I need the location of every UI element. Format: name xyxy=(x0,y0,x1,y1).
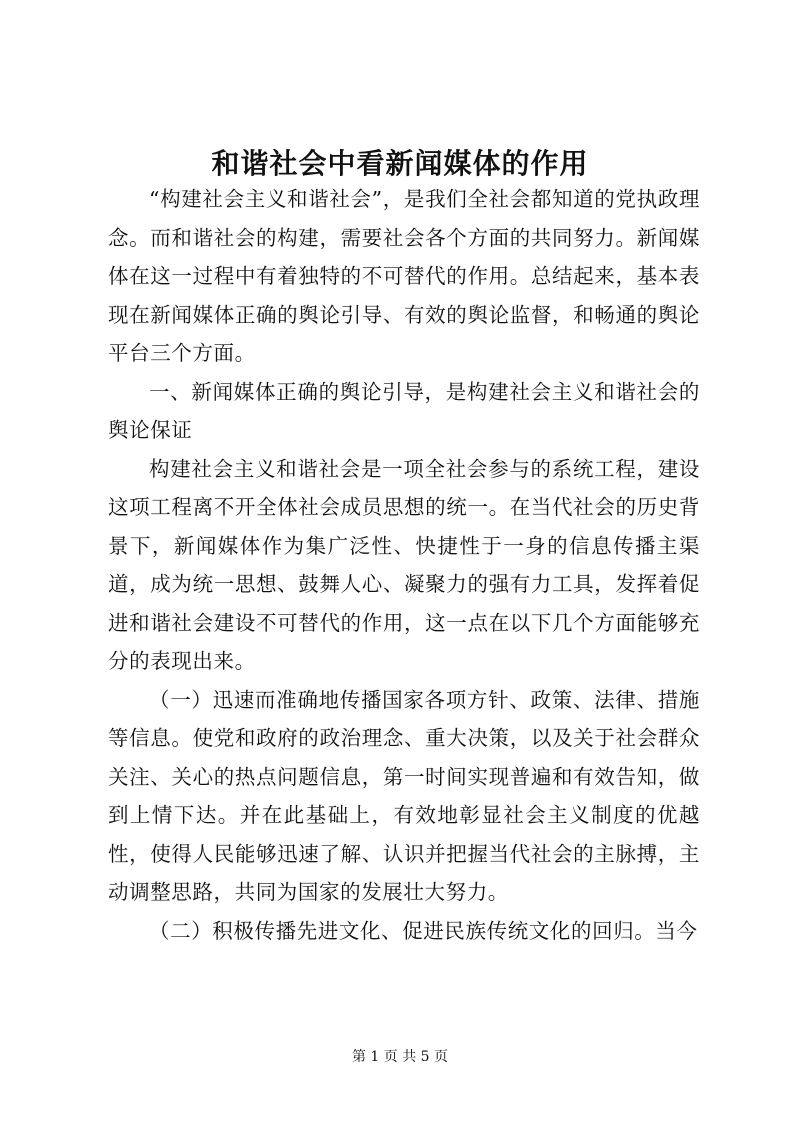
paragraph-point-2: （二）积极传播先进文化、促进民族传统文化的回归。当今 xyxy=(149,918,698,943)
page-footer: 第 1 页 共 5 页 xyxy=(351,1049,449,1065)
section-heading-1: 一、新闻媒体正确的舆论引导，是构建社会主义和谐社会的舆论保证 xyxy=(108,379,700,442)
paragraph-point-1: （一）迅速而准确地传播国家各项方针、政策、法律、措施等信息。使党和政府的政治理念、重大决策，以及关于社会群众关注、关心的热点问题信息，第一时间实现普遍和有效告知，做到上情下达。并在此基础上，有效地彰显社会主义制度的优越性，使得人民能够迅速了解、认识并把握当代社会的主脉搏，主动调整思路，共同为国家的发展壮大努力。 xyxy=(108,687,700,904)
paragraph-section-1: 构建社会主义和谐社会是一项全社会参与的系统工程，建设这项工程离不开全体社会成员思想的统一。在当代社会的历史背景下，新闻媒体作为集广泛性、快捷性于一身的信息传播主渠道，成为统一思想、鼓舞人心、凝聚力的强有力工具，发挥着促进和谐社会建设不可替代的作用，这一点在以下几个方面能够充分的表现出来。 xyxy=(108,456,700,673)
document-title: 和谐社会中看新闻媒体的作用 xyxy=(211,147,589,180)
document-body xyxy=(108,180,700,950)
paragraph-intro: “构建社会主义和谐社会”，是我们全社会都知道的党执政理念。而和谐社会的构建，需要社会各个方面的共同努力。新闻媒体在这一过程中有着独特的不可替代的作用。总结起来，基本表现在新闻媒体正确的舆论引导、有效的舆论监督，和畅通的舆论平台三个方面。 xyxy=(108,187,700,365)
